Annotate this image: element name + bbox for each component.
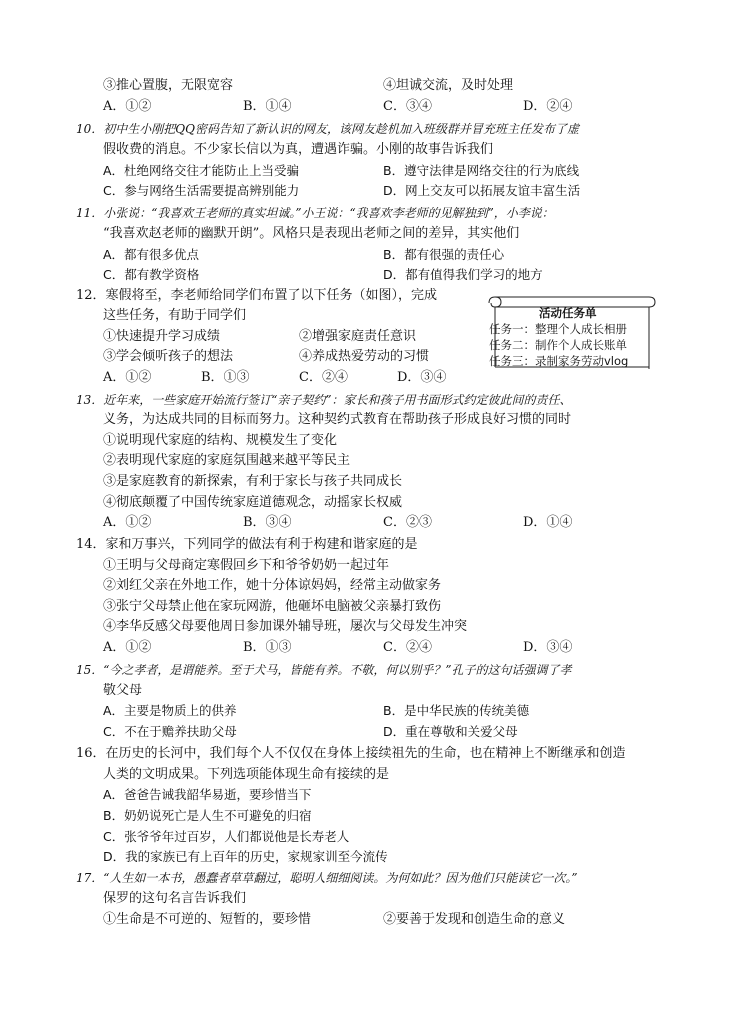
q16-option-d: D．我的家族已有上百年的历史，家规家训至今流传: [103, 849, 388, 864]
q13-option-b: B．③④: [243, 515, 292, 530]
q16-option-a: A．爸爸告诫我韶华易逝，要珍惜当下: [103, 787, 312, 802]
q10-stem-line2: 假收费的消息。不少家长信以为真，遭遇诈骗。小刚的故事告诉我们: [103, 142, 494, 157]
q13-option-c: C．②③: [383, 515, 432, 530]
q10-option-a: A．杜绝网络交往才能防止上当受骗: [103, 163, 300, 178]
q15-option-c: C．不在于赡养扶助父母: [103, 724, 237, 739]
q13-statement-3: ③是家庭教育的新探索，有利于家长与孩子共同成长: [103, 474, 403, 489]
q12-statement-4: ④养成热爱劳动的习惯: [299, 349, 430, 364]
q14-option-c: C．②④: [383, 640, 432, 655]
q10-option-b: B．遵守法律是网络交往的行为底线: [383, 163, 580, 178]
q17-statement-2: ②要善于发现和创造生命的意义: [383, 912, 566, 927]
task-card-item-1: 任务一：整理个人成长相册: [489, 322, 627, 336]
q9-option-b: B．①④: [243, 99, 292, 114]
q14-option-b: B．①③: [243, 640, 292, 655]
q11-option-d: D．都有值得我们学习的地方: [383, 267, 543, 282]
q11-stem-line1: 11．小张说：“我喜欢王老师的真实坦诚。”小王说：“我喜欢李老师的见解独到”，小李说：: [76, 206, 554, 220]
q15-option-d: D．重在尊敬和关爱父母: [383, 724, 518, 739]
q12-stem-line1: 12．寒假将至，李老师给同学们布置了以下任务（如图），完成: [76, 288, 438, 303]
q16-stem-line1: 16．在历史的长河中，我们每个人不仅仅在身体上接续祖先的生命，也在精神上不断继承和创造: [76, 746, 626, 761]
q11-option-a: A．都有很多优点: [103, 247, 200, 262]
q9-statement-3: ③推心置腹，无限宽容: [103, 78, 234, 93]
task-card-item-3: 任务三：录制家务劳动vlog: [489, 354, 629, 368]
q14-statement-1: ①王明与父母商定寒假回乡下和爷爷奶奶一起过年: [103, 558, 390, 573]
q15-stem-line1: 15．“今之孝者，是谓能养。至于犬马，皆能有养。不敬，何以别乎？”孔子的这句话强调了孝: [76, 663, 572, 677]
q11-option-c: C．都有教学资格: [103, 267, 200, 282]
q17-stem-line2: 保罗的这句名言告诉我们: [103, 891, 247, 906]
q10-option-c: C．参与网络生活需要提高辨别能力: [103, 183, 300, 198]
q13-option-d: D．①④: [523, 515, 573, 530]
q12-option-d: D．③④: [397, 370, 447, 385]
q16-option-c: C．张爷爷年过百岁，人们都说他是长寿老人: [103, 829, 350, 844]
q9-option-d: D．②④: [523, 99, 573, 114]
q13-statement-4: ④彻底颠覆了中国传统家庭道德观念，动摇家长权威: [103, 495, 403, 510]
q13-stem-line1: 13．近年来，一些家庭开始流行签订“亲子契约”：家长和孩子用书面形式约定彼此间的责任、: [76, 393, 572, 407]
q12-option-a: A．①②: [103, 370, 152, 385]
q12-stem-line2: 这些任务，有助于同学们: [103, 308, 247, 323]
q15-stem-line2: 敬父母: [103, 683, 143, 698]
q11-option-b: B．都有很强的责任心: [383, 247, 505, 262]
q10-option-d: D．网上交友可以拓展友谊丰富生活: [383, 183, 581, 198]
q15-option-b: B．是中华民族的传统美德: [383, 703, 530, 718]
q12-statement-1: ①快速提升学习成绩: [103, 329, 221, 344]
q9-option-a: A．①②: [103, 99, 152, 114]
q16-option-b: B．奶奶说死亡是人生不可避免的归宿: [103, 808, 312, 823]
task-card-item-2: 任务二：制作个人成长账单: [489, 338, 627, 352]
q14-option-d: D．③④: [523, 640, 573, 655]
task-card: [485, 289, 657, 373]
q14-statement-4: ④李华反感父母要他周日参加课外辅导班，屡次与父母发生冲突: [103, 619, 468, 634]
q15-option-a: A．主要是物质上的供养: [103, 703, 237, 718]
q14-option-a: A．①②: [103, 640, 152, 655]
q17-stem-line1: 17．“人生如一本书，愚蠢者草草翻过，聪明人细细阅读。为何如此？因为他们只能读它一次。”: [76, 871, 578, 885]
task-card-title: 活动任务单: [539, 306, 597, 320]
q12-option-b: B．①③: [201, 370, 250, 385]
q9-statement-4: ④坦诚交流，及时处理: [383, 78, 514, 93]
q13-statement-2: ②表明现代家庭的家庭氛围越来越平等民主: [103, 453, 351, 468]
q10-stem-line1: 10．初中生小刚把QQ密码告知了新认识的网友，该网友趁机加入班级群并冒充班主任发布了虚: [76, 122, 579, 136]
q9-option-c: C．③④: [383, 99, 432, 114]
q13-stem-line2: 义务，为达成共同的目标而努力。这种契约式教育在帮助孩子形成良好习惯的同时: [103, 412, 572, 427]
q13-statement-1: ①说明现代家庭的结构、规模发生了变化: [103, 433, 338, 448]
q13-option-a: A．①②: [103, 515, 152, 530]
q12-statement-2: ②增强家庭责任意识: [299, 329, 417, 344]
q16-stem-line2: 人类的文明成果。下列选项能体现生命有接续的是: [103, 767, 390, 782]
q14-statement-3: ③张宁父母禁止他在家玩网游，他砸坏电脑被父亲暴打致伤: [103, 599, 442, 614]
q12-option-c: C．②④: [299, 370, 348, 385]
q14-stem: 14．家和万事兴，下列同学的做法有利于构建和谐家庭的是: [76, 537, 418, 552]
q12-statement-3: ③学会倾听孩子的想法: [103, 349, 234, 364]
q14-statement-2: ②刘红父亲在外地工作，她十分体谅妈妈，经常主动做家务: [103, 578, 442, 593]
q11-stem-line2: “我喜欢赵老师的幽默开朗”。风格只是表现出老师之间的差异，其实他们: [103, 226, 520, 241]
q17-statement-1: ①生命是不可逆的、短暂的，要珍惜: [103, 912, 312, 927]
